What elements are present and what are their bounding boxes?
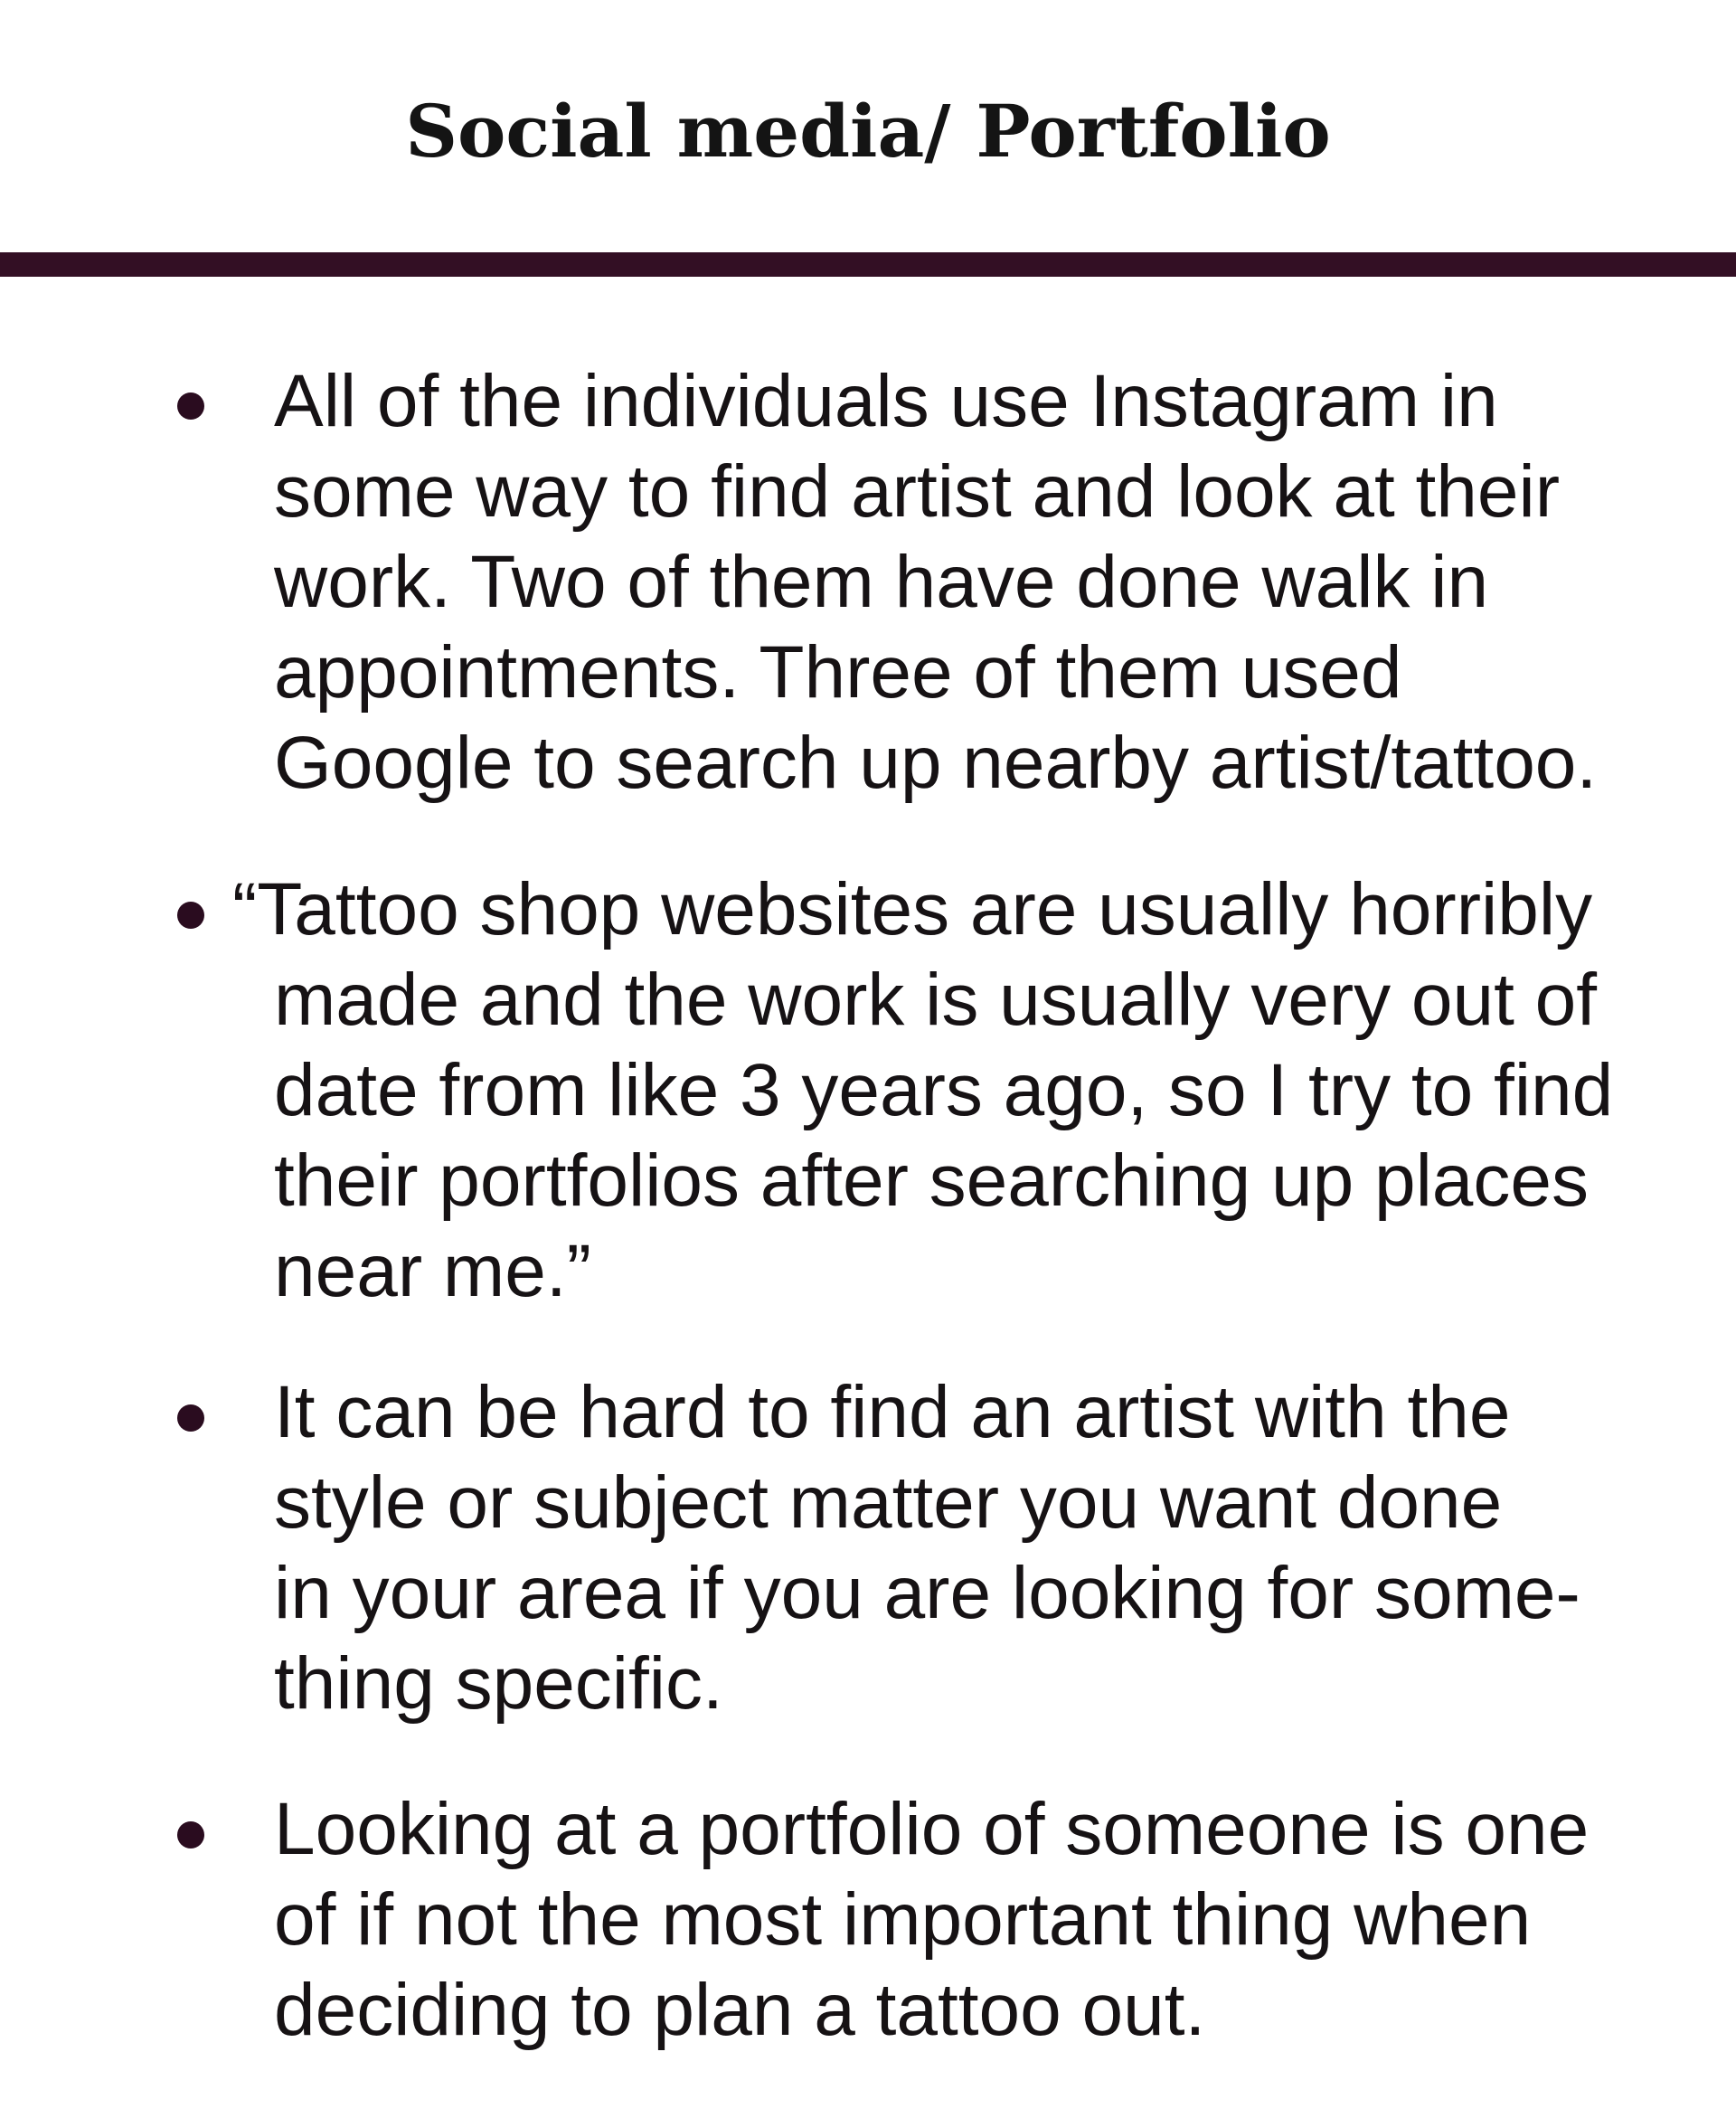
- bullet-line: Looking at a portfolio of someone is one: [274, 1788, 1590, 1870]
- bullet-line: “Tattoo shop websites are usually horribly: [232, 868, 1593, 950]
- title-divider: [0, 252, 1736, 277]
- bullet-dot: [177, 902, 204, 929]
- bullet-text: [274, 1784, 1703, 2056]
- bullet-line: style or subject matter you want done: [274, 1461, 1503, 1544]
- bullet-line: All of the individuals use Instagram in: [274, 360, 1498, 442]
- bullet-line: of if not the most important thing when: [274, 1878, 1532, 1961]
- bullet-line: Google to search up nearby artist/tattoo.: [274, 722, 1598, 804]
- bullet-line: made and the work is usually very out of: [274, 959, 1598, 1041]
- bullet-line: thing specific.: [274, 1642, 723, 1725]
- bullet-text: [274, 356, 1703, 808]
- bullet-line: work. Two of them have done walk in: [274, 541, 1489, 623]
- bullet-line: some way to find artist and look at their: [274, 450, 1561, 533]
- bullet-line: appointments. Three of them used: [274, 631, 1402, 714]
- bullet-line: date from like 3 years ago, so I try to find: [274, 1049, 1614, 1131]
- bullet-dot: [177, 1821, 204, 1849]
- bullet-line: deciding to plan a tattoo out.: [274, 1969, 1206, 2051]
- bullet-line: near me.”: [274, 1230, 591, 1312]
- bullet-text: [232, 865, 1703, 1317]
- bullet-dot: [177, 1404, 204, 1432]
- bullet-line: in your area if you are looking for some-: [274, 1552, 1580, 1634]
- bullet-dot: [177, 392, 204, 420]
- bullet-line: their portfolios after searching up places: [274, 1139, 1590, 1222]
- bullet-line: It can be hard to find an artist with the: [274, 1371, 1511, 1453]
- bullet-text: [274, 1367, 1703, 1729]
- slide-title: Social media/ Portfolio: [405, 89, 1331, 174]
